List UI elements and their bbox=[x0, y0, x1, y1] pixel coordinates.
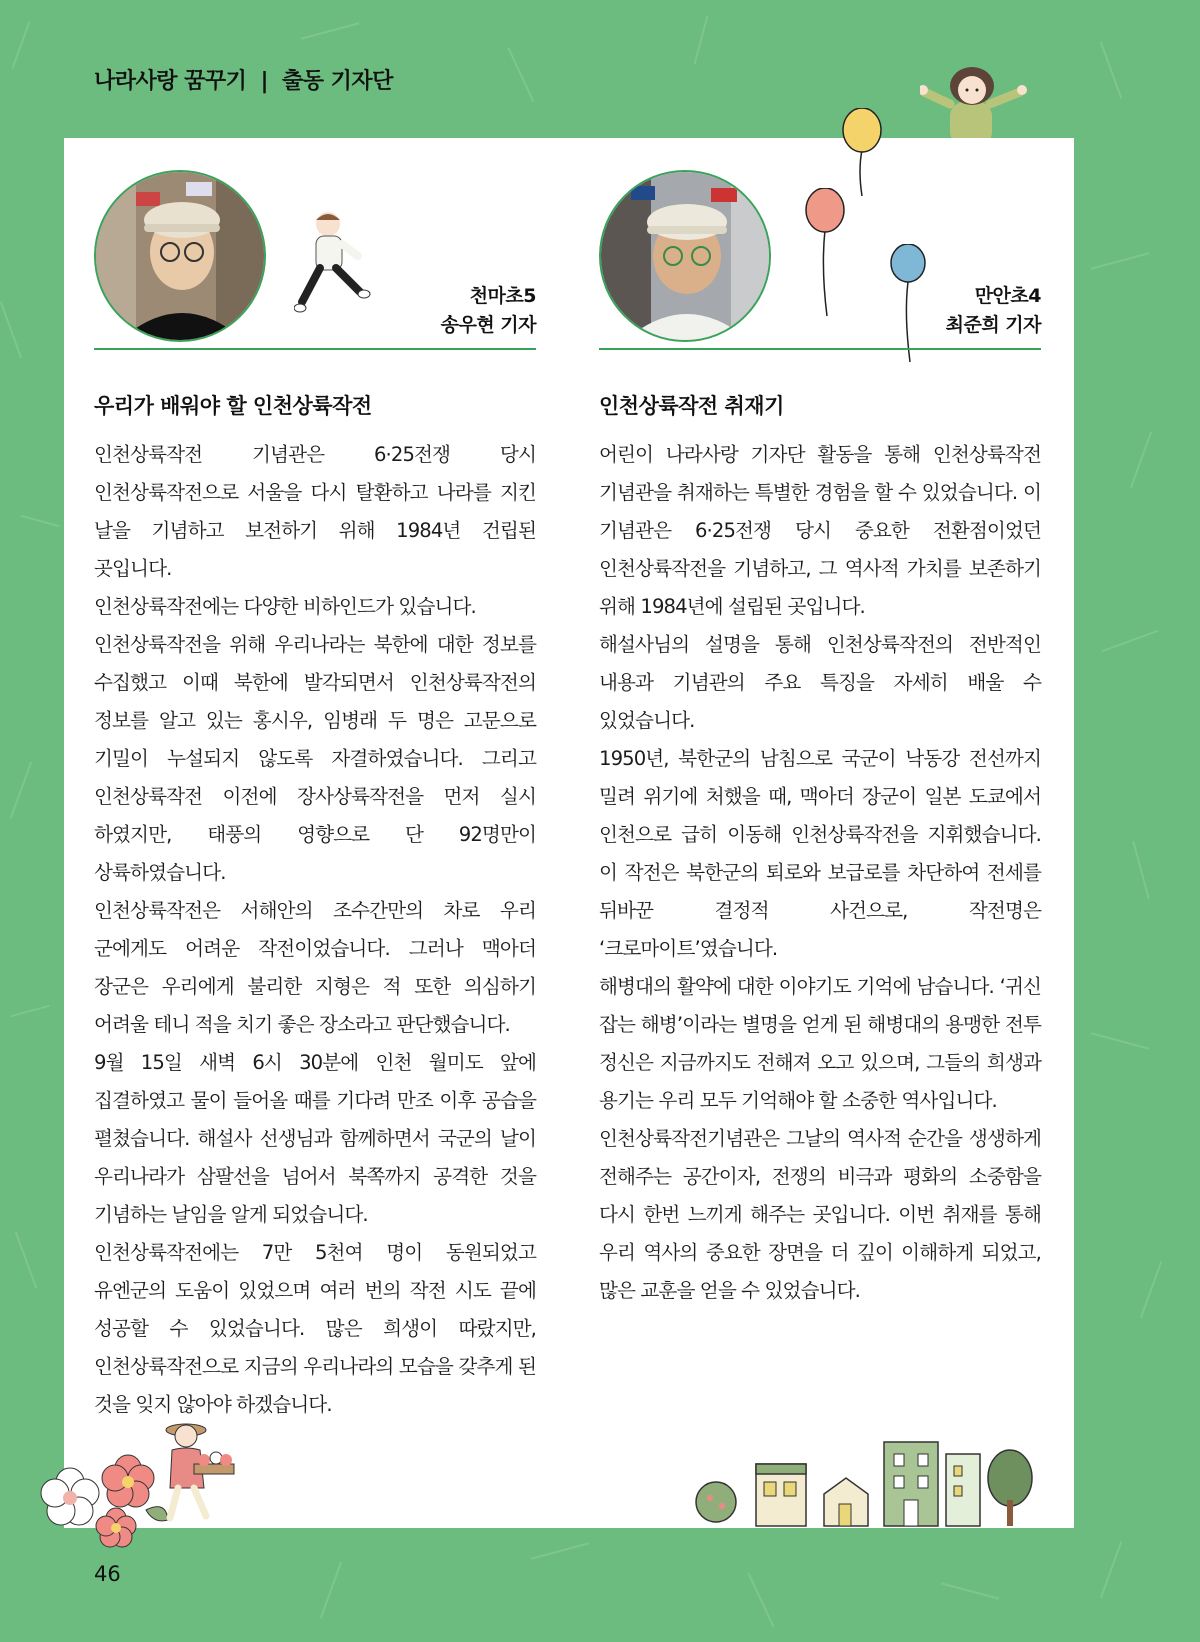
article-left bbox=[94, 138, 536, 1424]
paragraph: 9월 15일 새벽 6시 30분에 인천 월미도 앞에 집결하였고 물이 들어올 때를 기다려 만조 이후 공습을 펼쳤습니다. 해설사 선생님과 함께하면서 국군의 날이 우리나라가 삼팔선을 넘어서 북쪽까지 공격한 것을 기념하는 날임을 알게 되었습니다. bbox=[94, 1051, 536, 1226]
content-panel bbox=[64, 138, 1074, 1528]
article-title: 인천상륙작전 취재기 bbox=[599, 394, 784, 418]
paragraph: 인천상륙작전에는 7만 5천여 명이 동원되었고 유엔군의 도움이 있었으며 여러 번의 작전 시도 끝에 성공할 수 있었습니다. 많은 희생이 따랐지만, 인천상륙작전으로 지금의 우리나라의 모습을 갖추게 된 것을 잊지 않아야 하겠습니다. bbox=[94, 1241, 536, 1416]
paragraph: 인천상륙작전에는 다양한 비하인드가 있습니다. bbox=[94, 595, 476, 618]
town-buildings-illustration bbox=[684, 1428, 1044, 1528]
paragraph: 어린이 나라사랑 기자단 활동을 통해 인천상륙작전 기념관을 취재하는 특별한 경험을 할 수 있었습니다. 이 기념관은 6·25전쟁 당시 중요한 전환점이었던 인천상륙작전을 기념하고, 그 역사적 가치를 보존하기 위해 1984년에 설립된 곳입니다. bbox=[599, 443, 1041, 618]
girl-carrying-flowers-illustration bbox=[150, 1418, 250, 1528]
article-body bbox=[599, 436, 1041, 1310]
reporter-header bbox=[599, 138, 1041, 350]
paragraph: 해설사님의 설명을 통해 인천상륙작전의 전반적인 내용과 기념관의 주요 특징을 자세히 배울 수 있었습니다. bbox=[599, 633, 1041, 732]
subsection-title: 출동 기자단 bbox=[281, 69, 393, 94]
girl-waving-illustration bbox=[920, 66, 1030, 146]
paragraph: 해병대의 활약에 대한 이야기도 기억에 남습니다. ‘귀신 잡는 해병’이라는 별명을 얻게 된 해병대의 용맹한 전투 정신은 지금까지도 전해져 오고 있으며, 그들의 희생과 용기는 우리 모두 기억해야 할 소중한 역사입니다. bbox=[599, 975, 1041, 1112]
reporter-photo bbox=[599, 170, 771, 342]
header-separator: | bbox=[260, 69, 268, 94]
running-boy-illustration bbox=[294, 210, 374, 320]
paragraph: 인천상륙작전을 위해 우리나라는 북한에 대한 정보를 수집했고 이때 북한에 발각되면서 인천상륙작전의 정보를 알고 있는 홍시우, 임병래 두 명은 고문으로 기밀이 누설되지 않도록 자결하였습니다. 그리고 인천상륙작전 이전에 장사상륙작전을 먼저 실시 하였지만, 태풍의 영향으로 단 92명만이 상륙하였습니다. bbox=[94, 633, 536, 884]
page-header bbox=[94, 64, 393, 95]
paragraph: 인천상륙작전은 서해안의 조수간만의 차로 우리 군에게도 어려운 작전이었습니다. 그러나 맥아더 장군은 우리에게 불리한 지형은 적 또한 의심하기 어려울 테니 적을 치기 좋은 장소라고 판단했습니다. bbox=[94, 899, 536, 1036]
reporter-name: 송우현 기자 bbox=[440, 314, 536, 336]
article-right bbox=[599, 138, 1041, 1310]
page-number: 46 bbox=[94, 1562, 121, 1586]
paragraph: 인천상륙작전 기념관은 6·25전쟁 당시 인천상륙작전으로 서울을 다시 탈환하고 나라를 지킨 날을 기념하고 보전하기 위해 1984년 건립된 곳입니다. bbox=[94, 443, 536, 580]
reporter-byline bbox=[441, 282, 536, 340]
article-body bbox=[94, 436, 536, 1424]
paragraph: 인천상륙작전기념관은 그날의 역사적 순간을 생생하게 전해주는 공간이자, 전쟁의 비극과 평화의 소중함을 다시 한번 느끼게 해주는 곳입니다. 이번 취재를 통해 우리 역사의 중요한 장면을 더 깊이 이해하게 되었고, 많은 교훈을 얻을 수 있었습니다. bbox=[599, 1127, 1041, 1302]
reporter-header bbox=[94, 138, 536, 350]
reporter-byline bbox=[946, 282, 1041, 340]
paragraph: 1950년, 북한군의 남침으로 국군이 낙동강 전선까지 밀려 위기에 처했을 때, 맥아더 장군이 일본 도쿄에서 인천으로 급히 이동해 인천상륙작전을 지휘했습니다. 이 작전은 북한군의 퇴로와 보급로를 차단하여 전세를 뒤바꾼 결정적 사건으로, 작전명은 ‘크로마이트’였습니다. bbox=[599, 747, 1041, 960]
reporter-school: 천마초5 bbox=[469, 285, 536, 307]
article-title: 우리가 배워야 할 인천상륙작전 bbox=[94, 394, 372, 418]
reporter-school: 만안초4 bbox=[974, 285, 1041, 307]
section-title: 나라사랑 꿈꾸기 bbox=[94, 69, 247, 94]
reporter-name: 최준희 기자 bbox=[945, 314, 1041, 336]
reporter-photo bbox=[94, 170, 266, 342]
